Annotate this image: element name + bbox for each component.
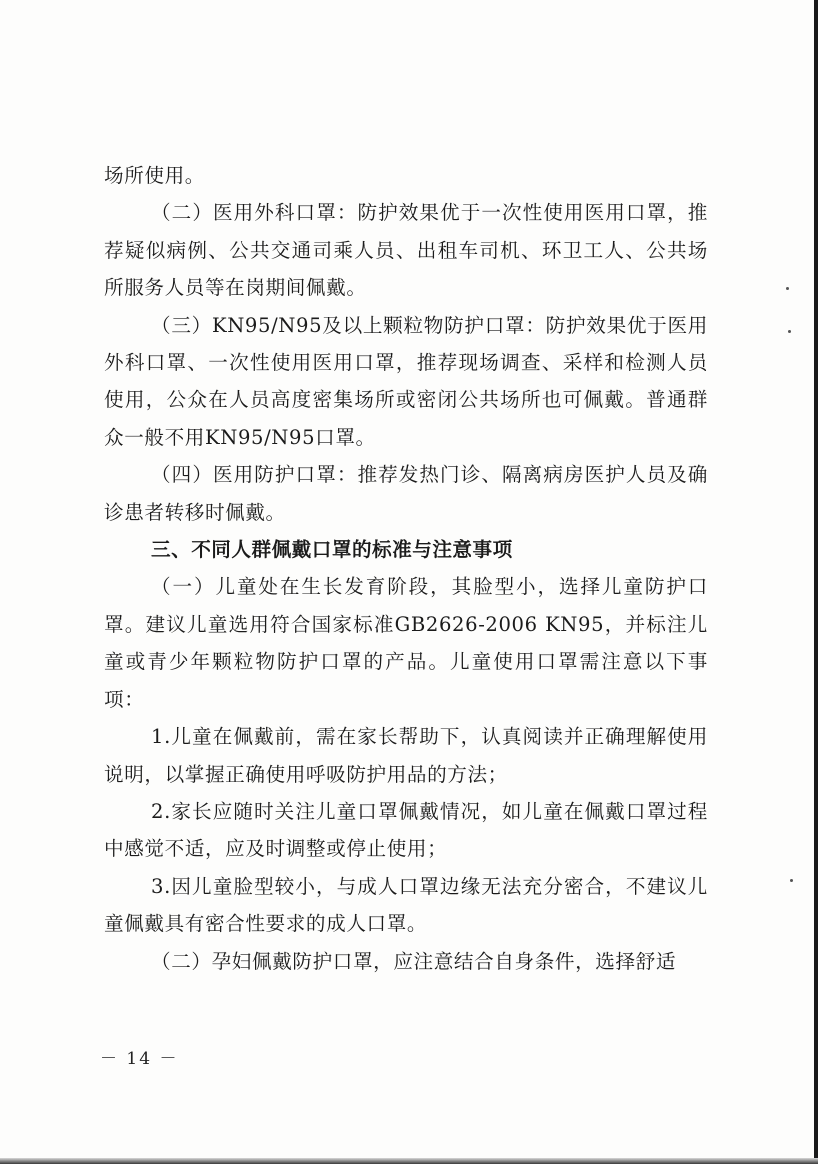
scan-edge-bottom <box>0 1158 818 1164</box>
paragraph-children: （一）儿童处在生长发育阶段，其脸型小，选择儿童防护口罩。建议儿童选用符合国家标准GB2626-2006 KN95，并标注儿童或青少年颗粒物防护口罩的产品。儿童使用口罩需注意以下事项： <box>104 575 708 711</box>
list-item-1: 1.儿童在佩戴前，需在家长帮助下，认真阅读并正确理解使用说明，以掌握正确使用呼吸防护用品的方法； <box>104 725 708 786</box>
section-heading: 三、不同人群佩戴口罩的标准与注意事项 <box>151 538 513 562</box>
paragraph-pregnant-women: （二）孕妇佩戴防护口罩，应注意结合自身条件，选择舒适 <box>151 949 677 973</box>
scan-speck <box>786 287 789 290</box>
paragraph-continuation: 场所使用。 <box>104 164 205 187</box>
scan-edge-right <box>814 0 818 1164</box>
paragraph-kn95-mask: （三）KN95/N95及以上颗粒物防护口罩：防护效果优于医用外科口罩、一次性使用医用口罩，推荐现场调查、采样和检测人员使用，公众在人员高度密集场所或密闭公共场所也可佩戴。普通群众一般不用KN95/N95口罩。 <box>104 313 708 449</box>
page-number: － 14 － <box>100 1049 179 1069</box>
paragraph-medical-protective-mask: （四）医用防护口罩：推荐发热门诊、隔离病房医护人员及确诊患者转移时佩戴。 <box>104 463 708 524</box>
scan-speck <box>790 879 793 882</box>
document-body <box>104 157 708 980</box>
list-item-3: 3.因儿童脸型较小，与成人口罩边缘无法充分密合，不建议儿童佩戴具有密合性要求的成人口罩。 <box>104 874 708 936</box>
list-item-2: 2.家长应随时关注儿童口罩佩戴情况，如儿童在佩戴口罩过程中感觉不适，应及时调整或停止使用； <box>104 799 708 861</box>
scan-speck <box>788 330 791 333</box>
paragraph-surgical-mask: （二）医用外科口罩：防护效果优于一次性使用医用口罩，推荐疑似病例、公共交通司乘人员、出租车司机、环卫工人、公共场所服务人员等在岗期间佩戴。 <box>104 201 708 300</box>
